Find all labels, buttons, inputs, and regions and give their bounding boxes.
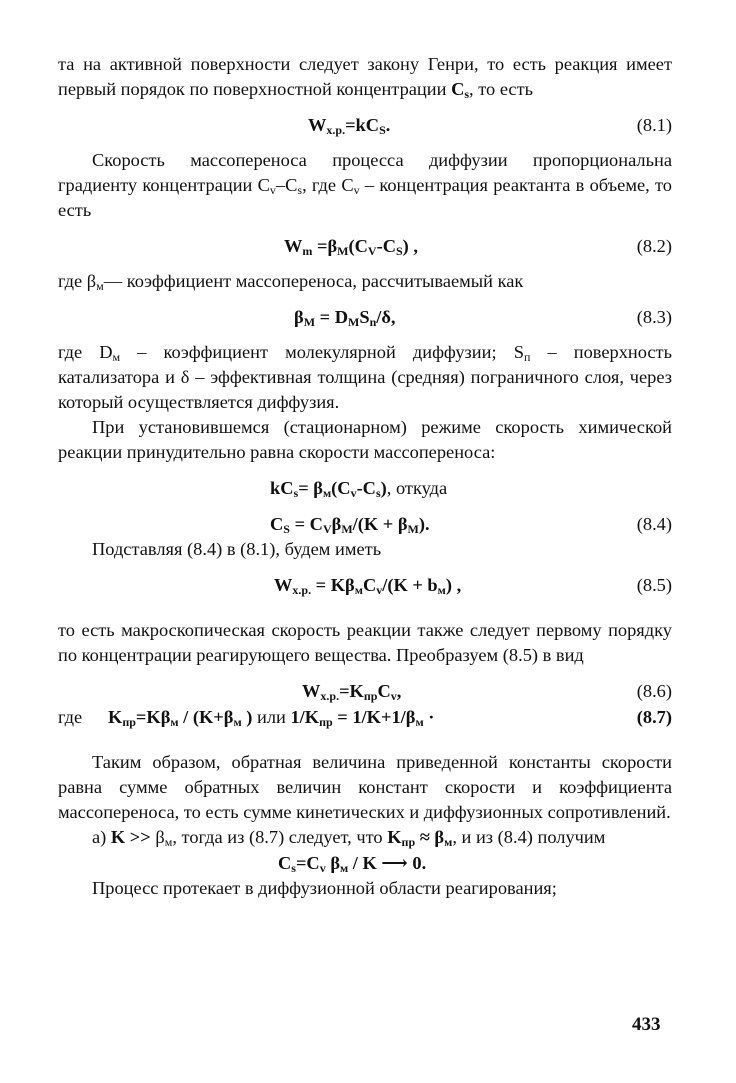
equation-8-2: $W_m =\beta_M(C_V-C_S)$ , (8.2) <box>284 236 672 258</box>
paragraph-2: Скорость массопереноса процесса диффузии пропорциональна градиенту концентрации $C_v-C_s$, где $C_v$ – концентрация реактанта в объеме, то есть <box>58 150 672 220</box>
paragraph-3: где $\beta_м—$ коэффициент массопереноса, рассчитываемый как <box>58 271 524 293</box>
paragraph-7: то есть макроскопическая скорость реакции также следует первому порядку по концентрации реагирующего вещества. Преобразуем (8.5) в вид <box>58 620 672 665</box>
paragraph-5: При установившемся (стационарном) режиме скорость химической реакции принудительно равна скорости массопереноса: <box>58 417 672 462</box>
equation-8-5: $W_{х.р.} = K\beta_мC_v/(K + b_м)$ , (8.5) <box>274 575 672 597</box>
paragraph-10: Процесс протекает в диффузионной области реагирования; <box>92 878 557 898</box>
document-page <box>58 52 672 901</box>
equation-8-4a: $kC_s= \beta_м(C_v-C_s)$, откуда <box>270 478 448 500</box>
equation-8-6: $W_{х.р.}=K_{пр}C_v$, (8.6) <box>302 681 672 703</box>
equation-8-3: $\beta_M = D_MS_n/\delta$, (8.3) <box>294 307 672 329</box>
paragraph-6: Подставляя (8.4) в (8.1), будем иметь <box>92 539 382 559</box>
paragraph-8: Таким образом, обратная величина приведенной константы скорости равна сумме обратных величин констант скорости и коэффициента массопереноса, то есть сумме кинетических и диффузионных сопротивлений. <box>58 752 672 822</box>
paragraph-1: та на активной поверхности следует закону Генри, то есть реакция имеет первый порядок по поверхностной концентрации $C_s$, то есть <box>58 54 672 101</box>
equation-8-4: $C_S = C_V\beta_M/(K + \beta_M)$. (8.4) <box>270 514 672 536</box>
page-number: 433 <box>632 1014 661 1035</box>
paragraph-4: где $D_м$ – коэффициент молекулярной диффузии; $S_п$ – поверхность катализатора и δ – эффективная толщина (средняя) пограничного слоя, через который осуществляется диффузия. <box>58 342 672 412</box>
equation-8-7: где $K_{пр}=K\beta_м / (K+\beta_м$ ) или $1/K_{пр} = 1/K+1/\beta_м$ · (8.7) <box>58 707 672 729</box>
equation-limit: $C_s=C_v$ $\beta_м$ / K ⟶ 0. <box>278 853 427 875</box>
equation-8-1: $W_{х.р.}=kC_S$. (8.1) <box>308 115 672 137</box>
paragraph-9: а) $K >> \beta_м$, тогда из (8.7) следует, что $K_{пр} \approx \beta_м$, и из (8.4) получим <box>92 827 606 849</box>
